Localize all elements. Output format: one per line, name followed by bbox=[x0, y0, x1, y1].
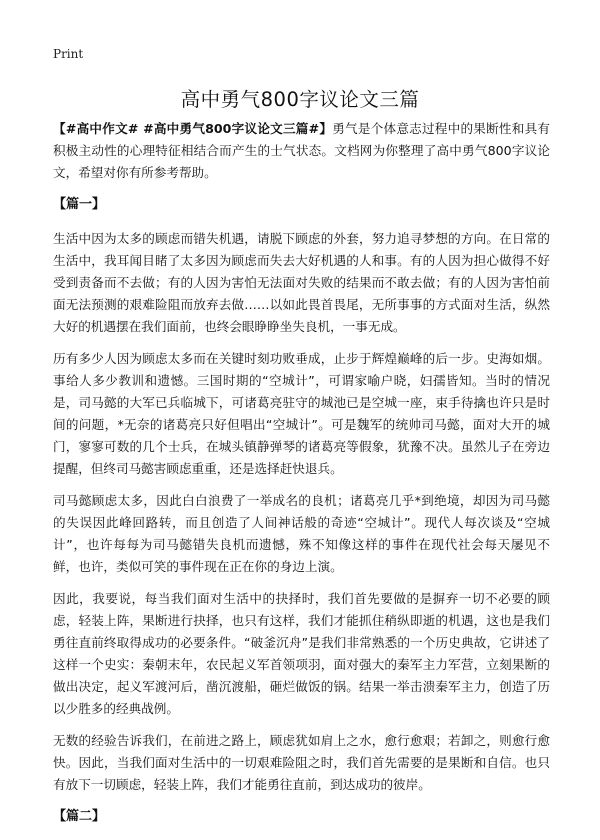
paragraph: 司马懿顾虑太多，因此白白浪费了一举成名的良机；诸葛亮几乎*到绝境，却因为司马懿的失误因此峰回路转，而且创造了人间神话般的奇迹“空城计”。现代人每次谈及“空城计”，也许每每为司马懿错失良机而遗憾，殊不知像这样的事件在现代社会每天屡见不鲜，也许，类似可笑的事件现在正在你的身边上演。 bbox=[53, 493, 550, 574]
paragraph: 生活中因为太多的顾虑而错失机遇，请脱下顾虑的外套，努力追寻梦想的方向。在日常的生活中，我耳闻目睹了太多因为顾虑而失去大好机遇的人和事。有的人因为担心做得不好受到责备而不去做；有的人因为害怕无法面对失败的结果而不敢去做；有的人因为害怕前面无法预测的艰难险阻而放弃去做……以如此畏首畏尾，无所事事的方式面对生活，纵然大好的机遇摆在我们面前，也终会眼睁睁坐失良机，一事无成。 bbox=[53, 231, 550, 334]
section-heading-2: 【篇二】 bbox=[53, 809, 106, 824]
paragraph: 无数的经验告诉我们，在前进之路上，顾虑犹如肩上之水，愈行愈艰；若卸之，则愈行愈快。因此，当我们面对生活中的一切艰难险阻之时，我们首先需要的是果断和自信。也只有放下一切顾虑，轻装上阵，我们才能勇往直前，到达成功的彼岸。 bbox=[53, 733, 550, 792]
section-heading-1: 【篇一】 bbox=[53, 197, 106, 212]
page-title: 高中勇气800字议论文三篇 bbox=[180, 88, 420, 111]
intro-paragraph bbox=[53, 118, 550, 184]
article-body bbox=[53, 118, 550, 840]
paragraph: 历有多少人因为顾虑太多而在关键时刻功败垂成，止步于辉煌巅峰的后一步。史海如烟。事给人多少教训和遗憾。三国时期的“空城计”，可谓家喻户晓，妇孺皆知。当时的情况是，司马懿的大军已兵临城下，可诸葛亮驻守的城池已是空城一座，束手待擒也许只是时间的问题，*无奈的诸葛亮只好但唱出“空城计”。可是魏军的统帅司马懿，面对大开的城门，寥寥可数的几个士兵，在城头镇静弹琴的诸葛亮等假象，犹豫不决。虽然儿子在旁边提醒，但终司马懿害顾虑重重，还是选择赶快退兵。 bbox=[53, 351, 550, 476]
intro-text: 勇气是个体意志过程中的果断性和具有积极主动性的心理特征相结合而产生的士气状态。文档网为你整理了高中勇气800字议论文，希望对你有所参考帮助。 bbox=[53, 121, 550, 180]
intro-tag: 【#高中作文# #高中勇气800字议论文三篇#】 bbox=[53, 121, 333, 136]
paragraph: 因此，我要说，每当我们面对生活中的抉择时，我们首先要做的是摒弃一切不必要的顾虑，轻装上阵，果断进行抉择，也只有这样，我们才能抓住稍纵即逝的机遇，这也是我们勇往直前终取得成功的必要条件。“破釜沉舟”是我们非常熟悉的一个历史典故，它讲述了这样一个史实：秦朝末年，农民起义军首领项羽，面对强大的秦军主力军营，立刻果断的做出决定，起义军渡河后，凿沉渡船，砸烂做饭的锅。结果一举击溃秦军主力，创造了历以少胜多的经典战例。 bbox=[53, 591, 550, 716]
print-link[interactable]: Print bbox=[53, 47, 84, 61]
